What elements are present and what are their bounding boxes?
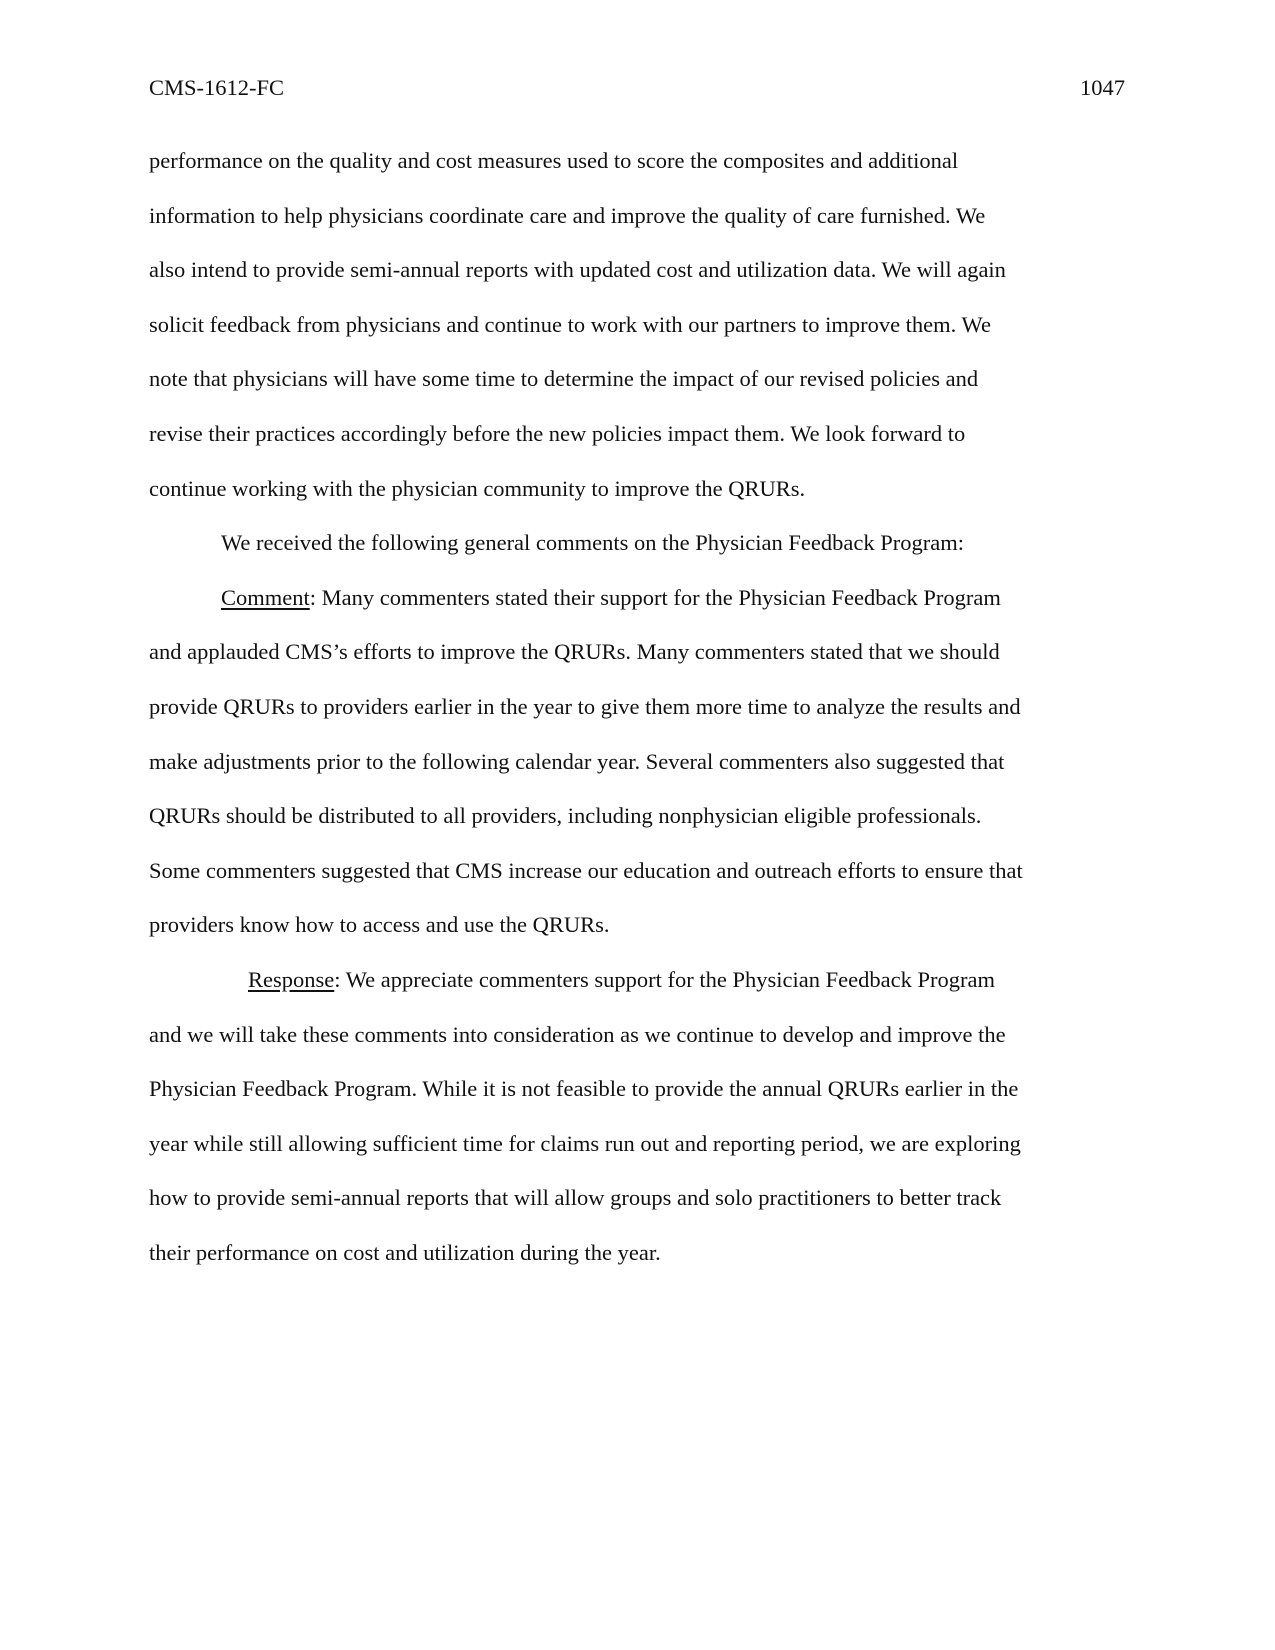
text-line: Some commenters suggested that CMS increase our education and outreach efforts to ensure that bbox=[149, 857, 1023, 883]
text-line: providers know how to access and use the QRURs. bbox=[149, 912, 610, 938]
text-line-rest: : We appreciate commenters support for the Physician Feedback Program bbox=[334, 967, 995, 992]
text-line: continue working with the physician community to improve the QRURs. bbox=[149, 475, 806, 501]
response-first-line bbox=[248, 964, 995, 996]
text-line: provide QRURs to providers earlier in the year to give them more time to analyze the results and bbox=[149, 694, 1021, 719]
response-label: Response bbox=[248, 967, 335, 992]
page-header bbox=[149, 72, 1125, 104]
text-line: their performance on cost and utilization during the year. bbox=[149, 1240, 661, 1265]
text-line: and applauded CMS’s efforts to improve the QRURs. Many commenters stated that we should bbox=[149, 639, 1000, 665]
text-line: year while still allowing sufficient time for claims run out and reporting period, we are exploring bbox=[149, 1130, 1021, 1156]
text-line: make adjustments prior to the following calendar year. Several commenters also suggested that bbox=[149, 748, 1005, 774]
text-line: Physician Feedback Program. While it is not feasible to provide the annual QRURs earlier in the bbox=[149, 1076, 1019, 1102]
paragraph-intro-line: We received the following general comments on the Physician Feedback Program: bbox=[221, 530, 964, 556]
text-line: and we will take these comments into consideration as we continue to develop and improve the bbox=[149, 1021, 1006, 1047]
text-line: solicit feedback from physicians and continue to work with our partners to improve them. We bbox=[149, 311, 991, 337]
text-line: performance on the quality and cost measures used to score the composites and additional bbox=[149, 148, 959, 173]
text-line: how to provide semi-annual reports that will allow groups and solo practitioners to better track bbox=[149, 1185, 1002, 1211]
text-line: information to help physicians coordinate care and improve the quality of care furnished. We bbox=[149, 202, 986, 228]
text-line-rest: : Many commenters stated their support for the Physician Feedback Program bbox=[309, 584, 1001, 610]
text-line: revise their practices accordingly before the new policies impact them. We look forward to bbox=[149, 421, 966, 446]
document-id: CMS-1612-FC bbox=[149, 75, 285, 100]
text-line: QRURs should be distributed to all providers, including nonphysician eligible professionals. bbox=[149, 803, 982, 829]
text-line: also intend to provide semi-annual reports with updated cost and utilization data. We will again bbox=[149, 257, 1006, 283]
comment-label: Comment bbox=[221, 584, 310, 610]
comment-first-line bbox=[221, 582, 1001, 614]
page-number: 1047 bbox=[1080, 75, 1125, 100]
text-line: note that physicians will have some time to determine the impact of our revised policies and bbox=[149, 366, 979, 392]
